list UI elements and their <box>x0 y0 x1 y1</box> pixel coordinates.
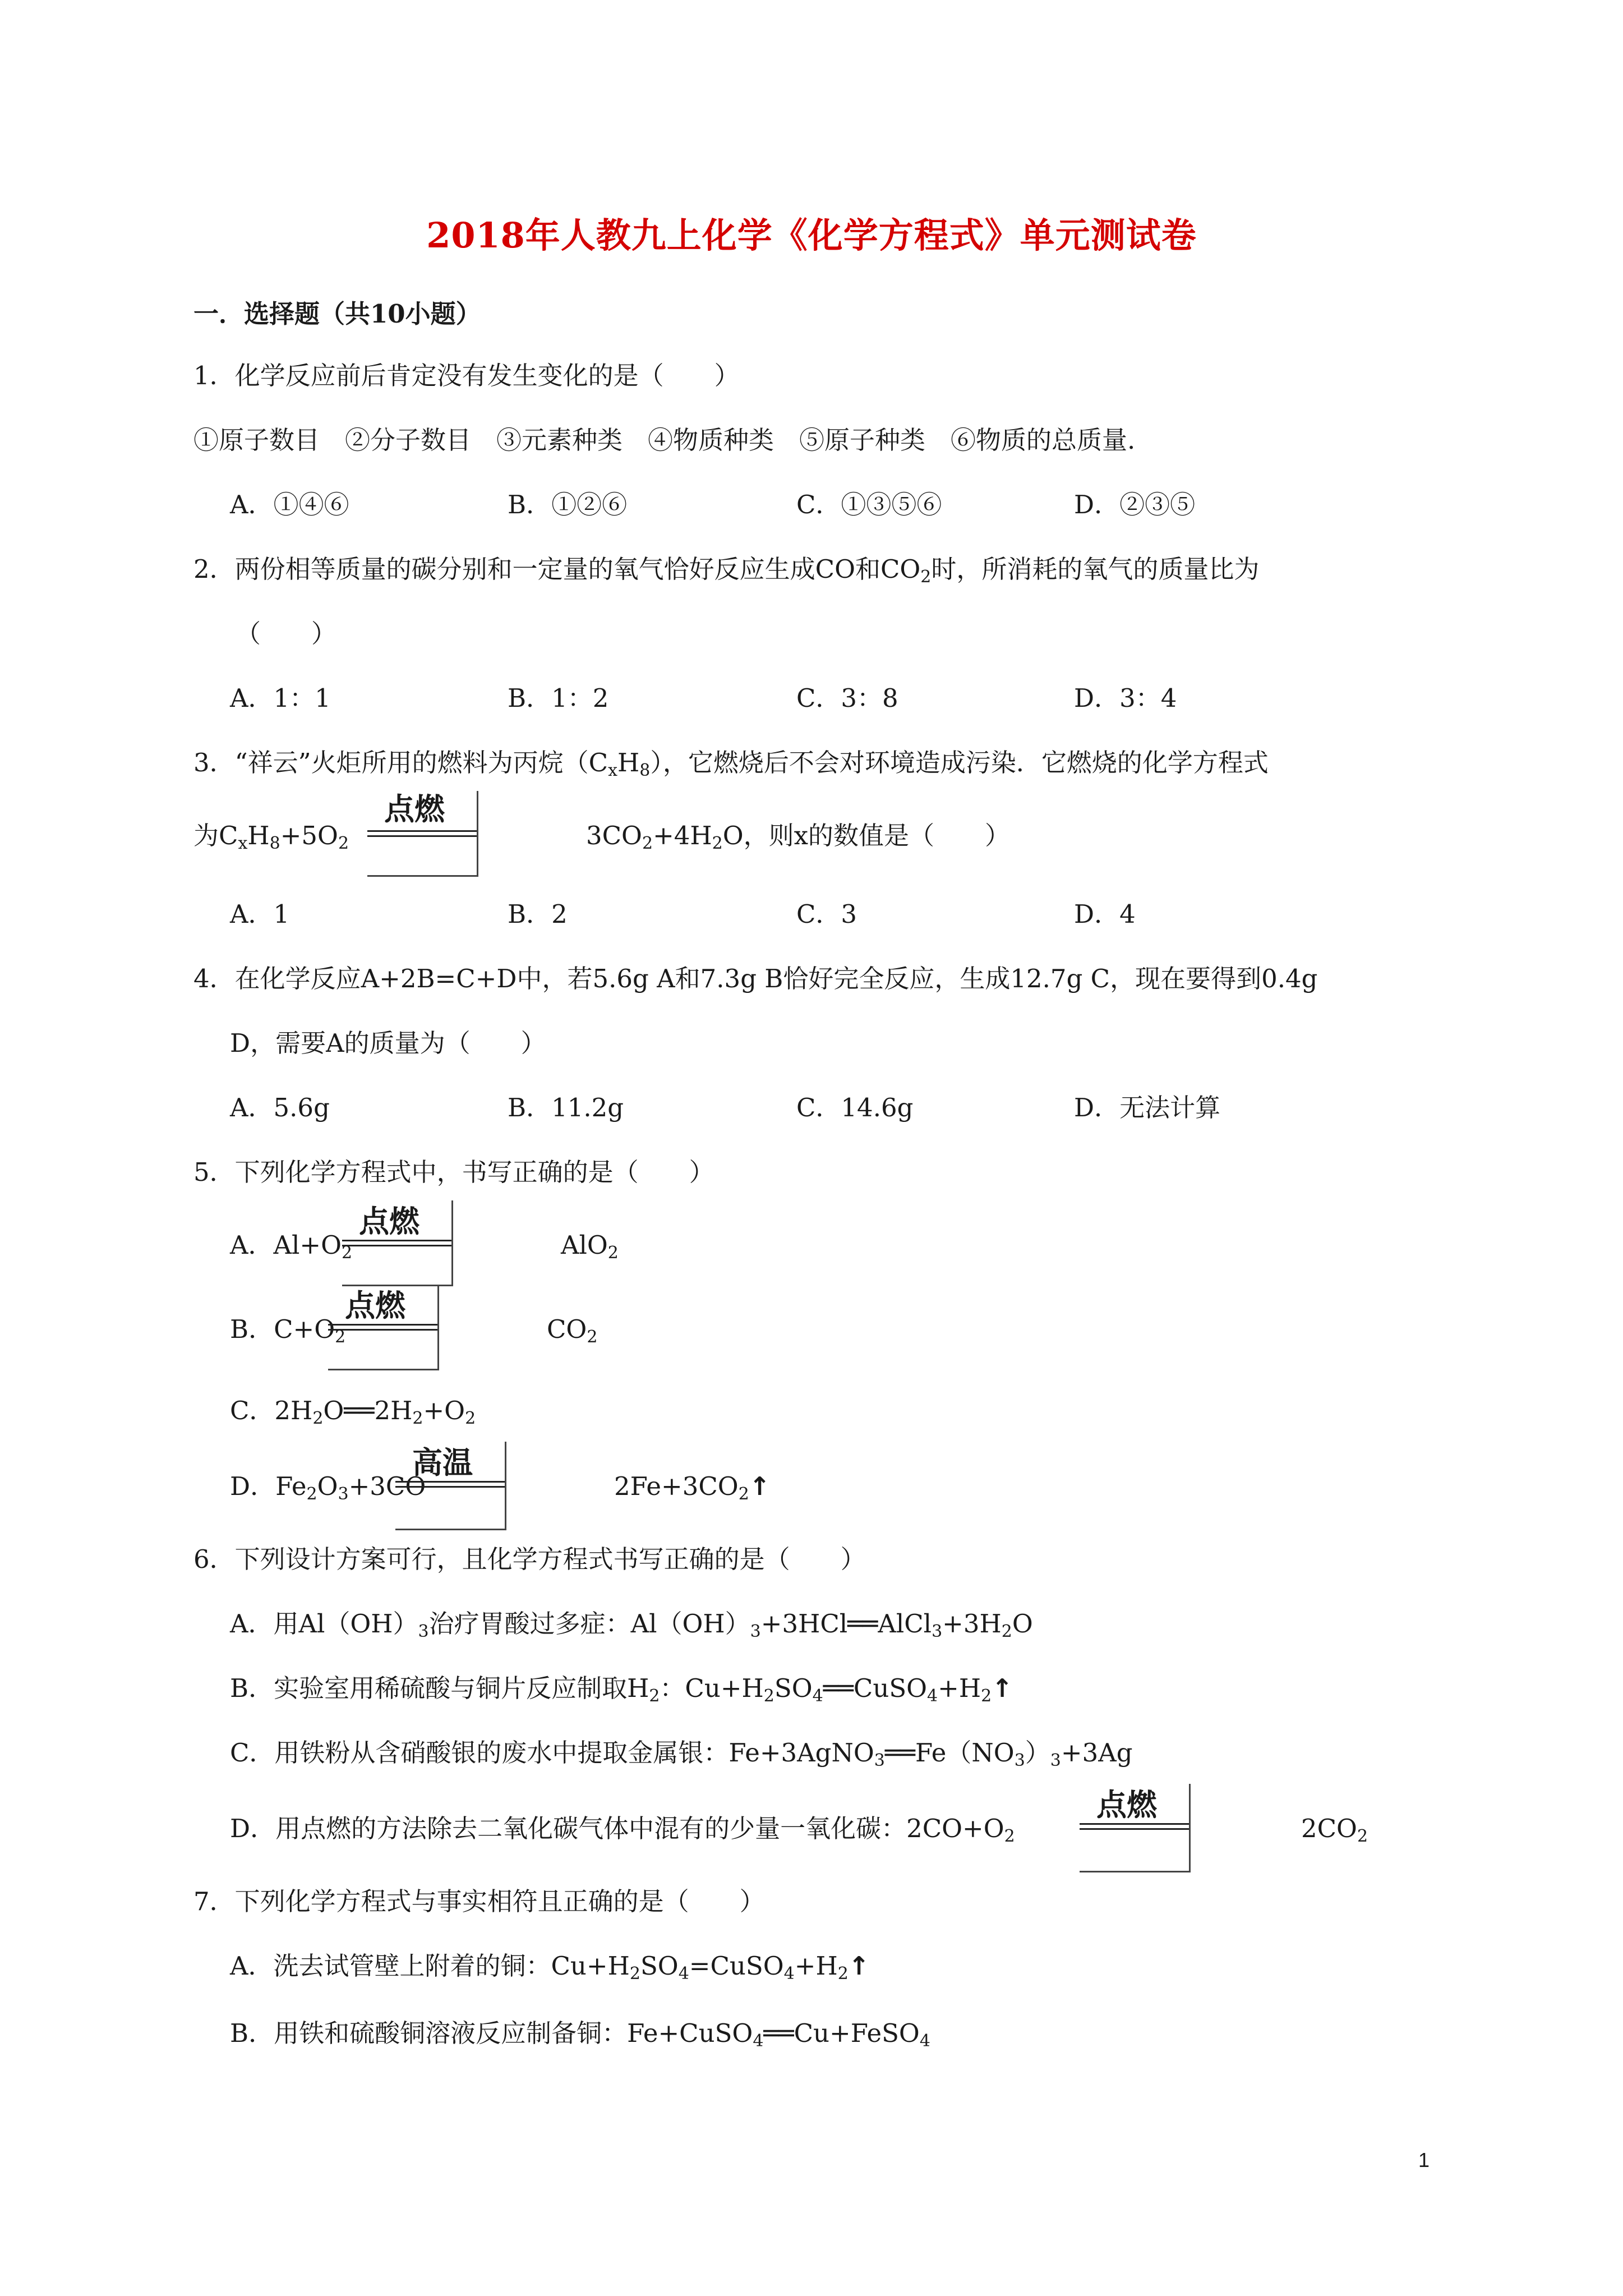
q6d-product: $2CO_2$ <box>1301 1814 1368 1846</box>
question-2-stem: 2．两份相等质量的碳分别和一定量的氧气恰好反应生成CO和$CO_2$时，所消耗的氧气的质量比为 <box>193 554 1260 587</box>
q5d-product: $2Fe+3CO_2↑$ <box>614 1471 771 1504</box>
q1-option-b: B．①②⑥ <box>508 490 628 519</box>
up-arrow-icon: ↑ <box>848 1951 870 1981</box>
question-7-stem: 7．下列化学方程式与事实相符且正确的是（ ） <box>193 1887 765 1916</box>
question-3-equation: 为$C_xH_8+5O_2$ <box>193 821 349 853</box>
q7-option-b: B．用铁和硫酸铜溶液反应制备铜：Fe+CuSO$_4$══Cu+FeSO$_4$ <box>230 2018 930 2051</box>
q6-option-c: C．用铁粉从含硝酸银的废水中提取金属银：$Fe+3AgNO_3══Fe(NO_3)_3+3Ag$ <box>230 1738 1133 1770</box>
q1-option-a: A．①④⑥ <box>230 490 349 519</box>
equals-rule <box>342 1240 451 1246</box>
up-arrow-icon: ↑ <box>992 1673 1013 1703</box>
condition-label: 高温 <box>412 1445 473 1480</box>
q4-option-c: C．14.6g <box>796 1093 914 1122</box>
question-1-stem: 1．化学反应前后肯定没有发生变化的是（ ） <box>193 361 740 390</box>
condition-label: 点燃 <box>384 792 445 827</box>
equals-rule <box>1080 1823 1189 1830</box>
q7-option-a: A．洗去试管壁上附着的铜：$Cu+H_2SO_4=CuSO_4+H_2↑$ <box>230 1951 870 1984</box>
question-4-stem-line2: D，需要A的质量为（ ） <box>230 1028 546 1058</box>
reaction-condition-ignite <box>367 785 479 875</box>
equals-rule <box>367 830 477 837</box>
q2-option-b: B．1：2 <box>508 683 609 713</box>
q4-option-b: B．11.2g <box>508 1093 624 1122</box>
q6d-condition <box>1080 1781 1192 1874</box>
q3-option-c: C．3 <box>796 899 857 929</box>
q5a-product: AlO$_2$ <box>561 1230 619 1263</box>
q4-option-d: D．无法计算 <box>1074 1093 1221 1122</box>
q4-option-a: A．5.6g <box>230 1093 330 1122</box>
q1-option-c: C．①③⑤⑥ <box>796 490 942 519</box>
page-title: 2018年人教九上化学《化学方程式》单元测试卷 <box>426 215 1197 256</box>
question-4-stem: 4．在化学反应A+2B=C+D中，若5.6g A和7.3g B恰好完全反应，生成12.7g C，现在要得到0.4g <box>193 964 1318 993</box>
equals-rule <box>328 1324 437 1331</box>
q5b-product: $CO_2$ <box>547 1314 598 1347</box>
page-number: 1 <box>1418 2148 1430 2171</box>
condition-label: 点燃 <box>345 1288 405 1323</box>
question-2-paren: （ ） <box>236 619 337 648</box>
q6-option-b: B．实验室用稀硫酸与铜片反应制取$H_2$：$Cu+H_2SO_4══CuSO_4+H_2↑$ <box>230 1673 1013 1706</box>
q5d-condition <box>395 1439 508 1531</box>
question-6-stem: 6．下列设计方案可行，且化学方程式书写正确的是（ ） <box>193 1544 866 1574</box>
q3-option-d: D．4 <box>1074 899 1136 929</box>
q5b-condition <box>328 1282 440 1372</box>
q5-option-c: C．$2H_2O══2H_2+O_2$ <box>230 1396 476 1428</box>
q5a-condition <box>342 1198 454 1287</box>
q6-option-a: A．用$Al(OH)_3$治疗胃酸过多症：$Al(OH)_3+3HCl══AlCl_3+3H_2O$ <box>230 1609 1033 1641</box>
up-arrow-icon: ↑ <box>749 1471 771 1501</box>
q5-option-b: B．$C+O_2$ <box>230 1314 346 1347</box>
condition-label: 点燃 <box>359 1204 419 1239</box>
q5-option-a: A．$Al+O_2$ <box>230 1230 353 1263</box>
question-3-stem: 3．“祥云”火炬所用的燃料为丙烷$(C_xH_8)$，它燃烧后不会对环境造成污染．它燃烧的化学方程式 <box>193 748 1269 780</box>
q6-option-d: D．用点燃的方法除去二氧化碳气体中混有的少量一氧化碳：$2CO+O_2$ <box>230 1814 1015 1846</box>
question-5-stem: 5．下列化学方程式中，书写正确的是（ ） <box>193 1157 714 1187</box>
q3-option-b: B．2 <box>508 899 568 929</box>
q2-option-d: D．3：4 <box>1074 683 1177 713</box>
q3-option-a: A．1 <box>230 899 290 929</box>
q1-option-d: D．②③⑤ <box>1074 490 1196 519</box>
q2-option-c: C．3：8 <box>796 683 898 713</box>
q2-option-a: A．1：1 <box>230 683 331 713</box>
question-3-product: $3CO_2+4H_2O$，则x的数值是（ ） <box>586 821 1011 853</box>
condition-label: 点燃 <box>1096 1787 1157 1823</box>
question-1-items: ①原子数目 ②分子数目 ③元素种类 ④物质种类 ⑤原子种类 ⑥物质的总质量. <box>193 425 1136 455</box>
section-heading: 一．选择题（共10小题） <box>193 299 481 329</box>
q5-option-d: D．$Fe_2O_3+3CO$ <box>230 1471 426 1504</box>
equals-rule <box>395 1481 505 1488</box>
